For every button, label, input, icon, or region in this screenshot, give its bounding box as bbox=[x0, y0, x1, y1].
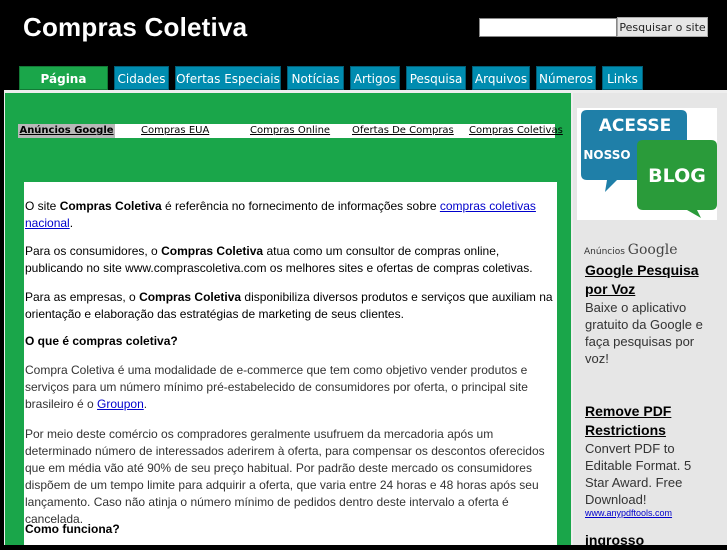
banner-line1: ACESSE bbox=[598, 116, 672, 136]
ad-description: Convert PDF to Editable Format. 5 Star Award. Free Download! bbox=[585, 441, 692, 507]
site-title[interactable]: Compras Coletiva bbox=[23, 12, 248, 42]
heading-como-funciona: Como funciona? bbox=[25, 522, 120, 536]
tab-artigos[interactable]: Artigos bbox=[350, 66, 400, 90]
banner-line2: NOSSO bbox=[583, 148, 631, 162]
ad-title[interactable]: ingrosso bbox=[585, 532, 645, 548]
tab-numeros[interactable]: Números bbox=[536, 66, 596, 90]
sidebar-ads-label[interactable]: Anúncios Google bbox=[584, 242, 678, 258]
search-input[interactable] bbox=[479, 18, 617, 37]
sidebar-ad-google-voz bbox=[585, 261, 715, 397]
paragraph-funcionamento: Por meio deste comércio os compradores geralmente usufruem da mercadoria após um determinado número de interessados aderirem à oferta, para compensar os descontos oferecidos que em média vão até 90% de seu preço habitual. Por padrão deste mercado os consumidores dispõem de um tempo limite para adquirir a oferta, que varia entre 24 horas e 48 horas após seu lançamento. Caso não atinja o número mínimo de pedidos dentro deste intervalo a oferta é cancelada. bbox=[25, 427, 545, 526]
ad-link-compras-eua[interactable]: Compras EUA bbox=[141, 125, 210, 136]
link-groupon[interactable]: Groupon bbox=[97, 397, 144, 411]
tab-cidades[interactable]: Cidades bbox=[114, 66, 169, 90]
ads-label[interactable]: Anúncios Google bbox=[19, 125, 114, 136]
sidebar-ad-ingrosso bbox=[585, 531, 715, 550]
link-compras-coletivas-nacional[interactable]: compras coletivas nacional bbox=[25, 199, 536, 230]
paragraph-definicao: Compra Coletiva é uma modalidade de e-commerce que tem como objetivo vender produtos e serviços para um número mínimo pré-estabelecido de consumidores por oferta, o principal site brasileiro é o Groupon. bbox=[25, 363, 528, 411]
ad-url[interactable]: www.anypdftools.com bbox=[585, 508, 673, 518]
ad-link-compras-coletivas[interactable]: Compras Coletivas bbox=[469, 125, 563, 136]
tab-pagina-inicial[interactable]: Página bbox=[19, 66, 108, 90]
tab-noticias[interactable]: Notícias bbox=[287, 66, 344, 90]
google-ad-links-bar bbox=[18, 124, 563, 138]
google-logo-text: Google bbox=[627, 242, 678, 258]
heading-o-que-e: O que é compras coletiva? bbox=[25, 334, 178, 348]
ad-link-ofertas-de-compras[interactable]: Ofertas De Compras bbox=[352, 125, 454, 136]
paragraph-intro: O site Compras Coletiva é referência no fornecimento de informações sobre compras coletivas nacional. bbox=[25, 199, 536, 230]
header bbox=[0, 0, 727, 62]
search-button[interactable]: Pesquisar o site bbox=[617, 17, 708, 37]
ad-title[interactable]: Remove PDF Restrictions bbox=[585, 403, 672, 438]
ad-description: Baixe o aplicativo gratuito da Google e faça pesquisas por voz! bbox=[585, 300, 703, 366]
banner-line3: BLOG bbox=[648, 165, 706, 187]
ad-link-compras-online[interactable]: Compras Online bbox=[250, 125, 331, 136]
tab-arquivos[interactable]: Arquivos bbox=[472, 66, 530, 90]
tab-ofertas-especiais[interactable]: Ofertas Especiais bbox=[175, 66, 281, 90]
tab-pesquisa[interactable]: Pesquisa bbox=[406, 66, 466, 90]
paragraph-empresas: Para as empresas, o Compras Coletiva disponibiliza diversos produtos e serviços que auxiliam na orientação e elaboração das estratégias de marketing de seus clientes. bbox=[25, 290, 553, 321]
ad-title[interactable]: Google Pesquisa por Voz bbox=[585, 262, 699, 297]
sidebar-ad-remove-pdf bbox=[585, 402, 715, 518]
article-content bbox=[24, 182, 557, 545]
blog-banner[interactable] bbox=[577, 108, 717, 220]
tab-links[interactable]: Links bbox=[602, 66, 643, 90]
paragraph-consumidores: Para os consumidores, o Compras Coletiva atua como um consultor de compras online, publicando no site www.comprascoletiva.com os melhores sites e ofertas de compras coletivas. bbox=[25, 244, 533, 275]
